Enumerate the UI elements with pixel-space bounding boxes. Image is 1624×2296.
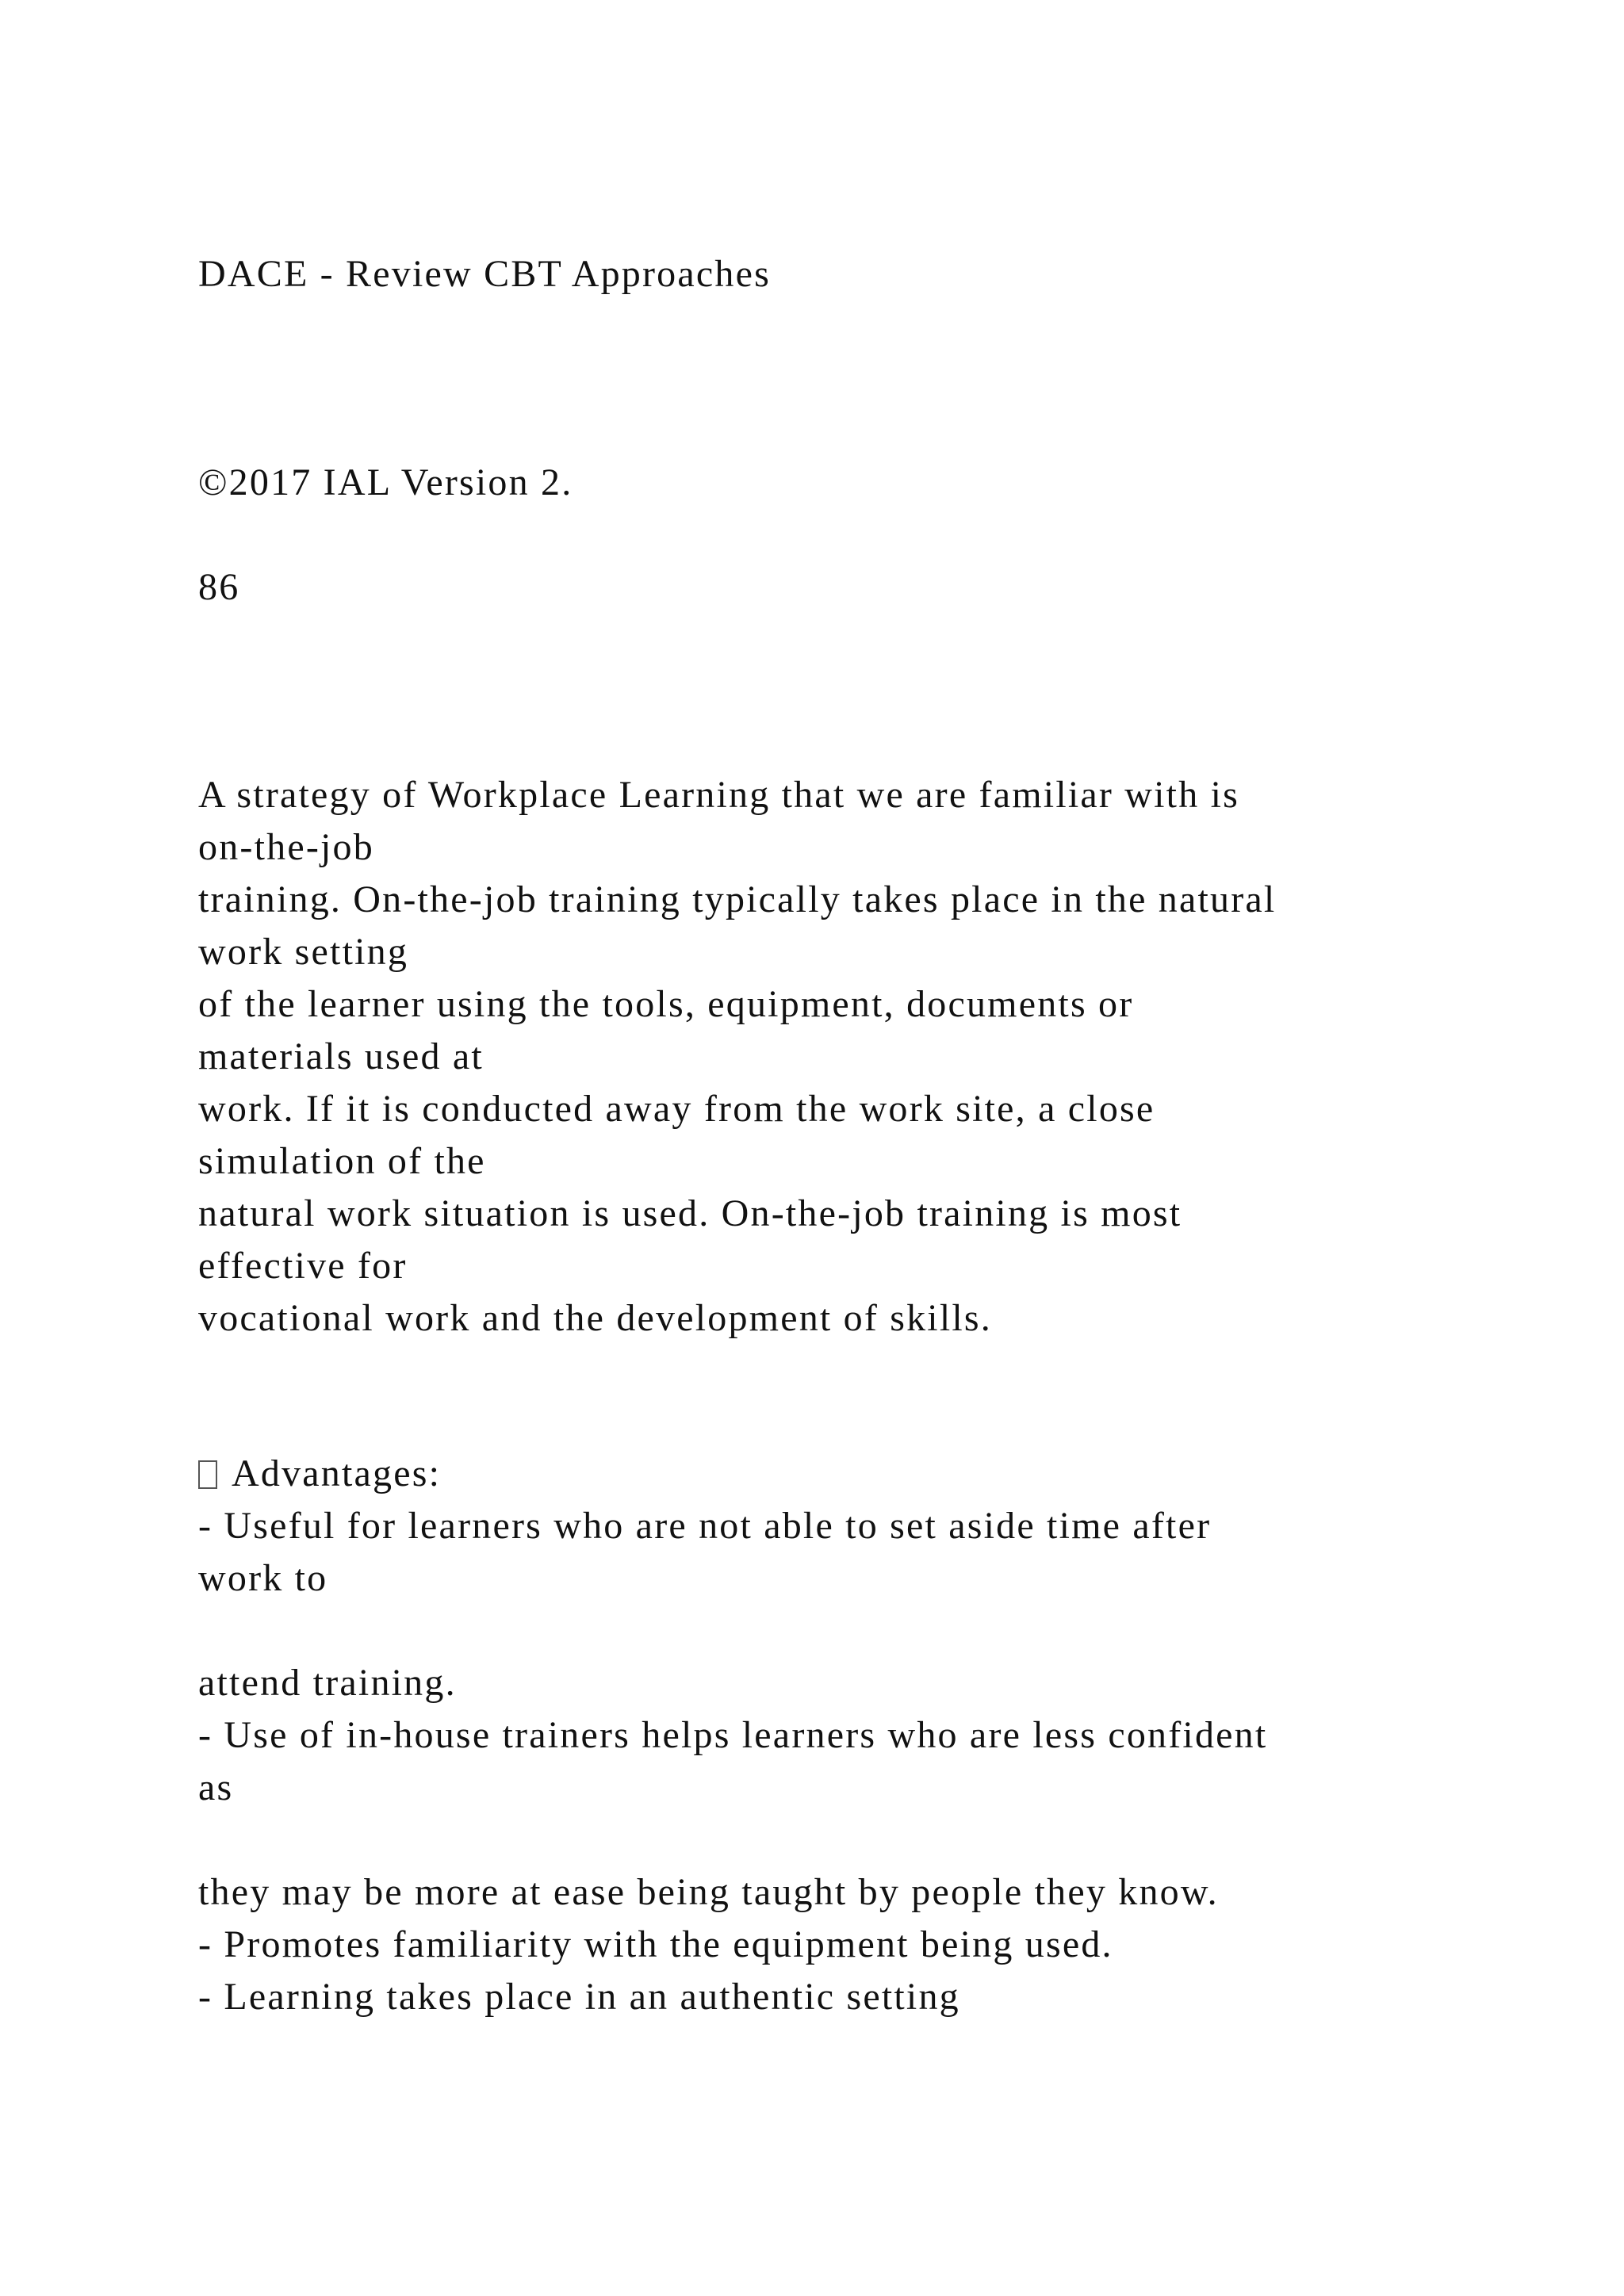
missing-glyph-icon bbox=[198, 1460, 217, 1489]
list-item: as bbox=[198, 1766, 234, 1808]
copyright-line: ©2017 IAL Version 2. bbox=[198, 461, 573, 503]
paragraph-line: A strategy of Workplace Learning that we are familiar with is bbox=[198, 774, 1240, 816]
list-item: - Promotes familiarity with the equipment being used. bbox=[198, 1923, 1113, 1965]
advantages-heading-row bbox=[198, 1448, 441, 1500]
list-item: - Learning takes place in an authentic setting bbox=[198, 1976, 960, 2018]
page-number: 86 bbox=[198, 566, 240, 608]
list-item: they may be more at ease being taught by people they know. bbox=[198, 1871, 1219, 1913]
paragraph-line: on-the-job bbox=[198, 826, 374, 868]
list-item: attend training. bbox=[198, 1662, 457, 1704]
paragraph-line: work. If it is conducted away from the work site, a close bbox=[198, 1088, 1155, 1130]
paragraph-line: effective for bbox=[198, 1245, 408, 1287]
list-item: - Useful for learners who are not able to set aside time after bbox=[198, 1505, 1212, 1547]
paragraph-line: natural work situation is used. On-the-job training is most bbox=[198, 1192, 1182, 1234]
list-item: - Use of in-house trainers helps learners who are less confident bbox=[198, 1714, 1268, 1756]
paragraph-line: vocational work and the development of skills. bbox=[198, 1297, 992, 1339]
paragraph-line: simulation of the bbox=[198, 1140, 486, 1182]
paragraph-line: of the learner using the tools, equipment, documents or bbox=[198, 983, 1134, 1025]
paragraph-line: materials used at bbox=[198, 1035, 484, 1077]
paragraph-line: training. On-the-job training typically takes place in the natural bbox=[198, 878, 1277, 920]
advantages-heading: Advantages: bbox=[232, 1452, 442, 1494]
document-title: DACE - Review CBT Approaches bbox=[198, 253, 771, 295]
list-item: work to bbox=[198, 1557, 328, 1599]
paragraph-line: work setting bbox=[198, 931, 409, 973]
